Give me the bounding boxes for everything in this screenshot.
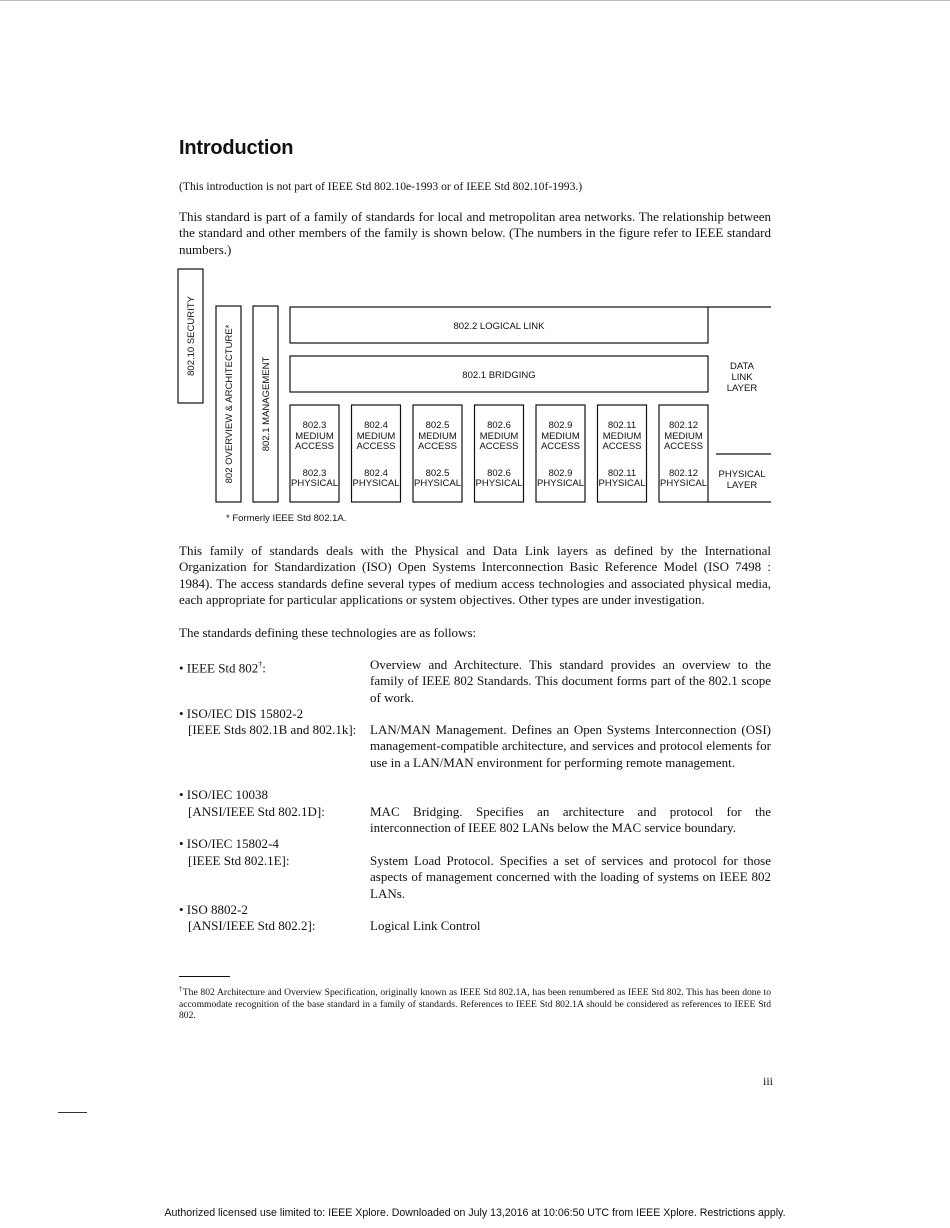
medium-access-label: ACCESS bbox=[417, 441, 458, 452]
physical-label: PHYSICAL bbox=[537, 478, 584, 489]
ieee-802-family-diagram bbox=[0, 260, 950, 530]
medium-access-label: ACCESS bbox=[294, 441, 335, 452]
medium-access-label: MEDIUM bbox=[479, 431, 519, 442]
standard-description: LAN/MAN Management. Defines an Open Systems Interconnection (OSI) management-compatible architecture, and services and protocol elements for use in a LAN/MAN environment for performing remote management. bbox=[370, 722, 771, 770]
medium-access-number: 802.4 bbox=[364, 420, 388, 431]
figure-caption: * Formerly IEEE Std 802.1A. bbox=[226, 513, 347, 524]
standard-description: MAC Bridging. Specifies an architecture and protocol for the interconnection of IEEE 802 LANs below the MAC service boundary. bbox=[370, 804, 771, 836]
physical-number: 802.9 bbox=[548, 468, 573, 479]
physical-label: PHYSICAL bbox=[352, 478, 400, 489]
medium-access-number: 802.5 bbox=[425, 420, 450, 431]
physical-number: 802.11 bbox=[607, 468, 637, 479]
standard-label: • ISO 8802-2 bbox=[179, 902, 248, 917]
standard-label: • ISO/IEC 15802-4 bbox=[179, 836, 279, 851]
paragraph-3: The standards defining these technologies are as follows: bbox=[179, 625, 477, 640]
standard-description: System Load Protocol. Specifies a set of services and protocol for those aspects of management concerned with the loading of systems on IEEE 802 LANs. bbox=[370, 853, 771, 901]
paragraph-1: This standard is part of a family of standards for local and metropolitan area networks. The relationship between the standard and other members of the family is shown below. (The numbers in the figure refer to IEEE standard numbers.) bbox=[179, 209, 771, 257]
physical-label: PHYSICAL bbox=[598, 478, 646, 489]
top-border bbox=[0, 0, 950, 1]
footnote: †The 802 Architecture and Overview Specification, originally known as IEEE Std 802.1A, has been renumbered as IEEE Std 802. This has been done to accommodate recognition of the base standard in a family of standards. References to IEEE Std 802.1A should be considered as references to IEEE Std 802. bbox=[179, 985, 771, 1022]
medium-access-label: ACCESS bbox=[356, 441, 396, 452]
standard-label-sub: [IEEE Stds 802.1B and 802.1k]: bbox=[188, 722, 357, 737]
medium-access-label: MEDIUM bbox=[418, 431, 457, 442]
physical-layer-label-1: PHYSICAL bbox=[718, 469, 766, 480]
physical-number: 802.3 bbox=[302, 468, 327, 479]
standard-label: • ISO/IEC 10038 bbox=[179, 787, 269, 802]
standard-label: • IEEE Std 802†: bbox=[179, 660, 266, 676]
medium-access-label: ACCESS bbox=[540, 441, 581, 452]
physical-number: 802.4 bbox=[364, 468, 388, 479]
authorization-notice: Authorized licensed use limited to: IEEE Xplore. Downloaded on July 13,2016 at 10:06:50 UTC from IEEE Xplore. Restrictions apply. bbox=[164, 1207, 786, 1219]
logical-link-label: 802.2 LOGICAL LINK bbox=[453, 321, 545, 332]
medium-access-number: 802.6 bbox=[487, 420, 511, 431]
medium-access-label: ACCESS bbox=[479, 441, 519, 452]
medium-access-number: 802.9 bbox=[548, 420, 573, 431]
medium-access-label: MEDIUM bbox=[356, 431, 396, 442]
medium-access-label: MEDIUM bbox=[295, 431, 334, 442]
bridging-label: 802.1 BRIDGING bbox=[462, 370, 536, 381]
page-title: Introduction bbox=[179, 137, 294, 159]
physical-number: 802.5 bbox=[425, 468, 450, 479]
physical-number: 802.6 bbox=[487, 468, 511, 479]
medium-access-label: MEDIUM bbox=[602, 431, 642, 442]
medium-access-label: MEDIUM bbox=[664, 431, 703, 442]
data-link-layer-label-2: LINK bbox=[731, 372, 753, 383]
physical-layer-label-2: LAYER bbox=[726, 480, 758, 491]
security-label: 802.10 SECURITY bbox=[186, 296, 197, 376]
physical-label: PHYSICAL bbox=[414, 478, 461, 489]
overview-label: 802 OVERVIEW & ARCHITECTURE* bbox=[224, 324, 235, 484]
management-label: 802.1 MANAGEMENT bbox=[261, 356, 272, 452]
stray-mark bbox=[58, 1112, 87, 1113]
medium-access-number: 802.11 bbox=[607, 420, 637, 431]
page-number: iii bbox=[762, 1074, 773, 1088]
data-link-layer-label-1: DATA bbox=[730, 361, 754, 372]
medium-access-label: ACCESS bbox=[602, 441, 642, 452]
footnote-rule bbox=[179, 976, 230, 977]
medium-access-number: 802.12 bbox=[668, 420, 699, 431]
paragraph-2: This family of standards deals with the Physical and Data Link layers as defined by the International Organization for Standardization (ISO) Open Systems Interconnection Basic Reference Model (ISO 7498 : 1984). The access standards define several types of medium access technologies and associated physical media, each appropriate for particular applications or system objectives. Other types are under investigation. bbox=[179, 543, 771, 607]
standard-label: • ISO/IEC DIS 15802-2 bbox=[179, 706, 304, 721]
standard-description: Overview and Architecture. This standard provides an overview to the family of IEEE 802 Standards. This document forms part of the 802.1 scope of work. bbox=[370, 657, 771, 705]
standard-label-sub: [ANSI/IEEE Std 802.2]: bbox=[188, 918, 316, 933]
physical-label: PHYSICAL bbox=[660, 478, 707, 489]
data-link-layer-label-3: LAYER bbox=[726, 383, 758, 394]
intro-note: (This introduction is not part of IEEE Std 802.10e-1993 or of IEEE Std 802.10f-1993.) bbox=[179, 180, 583, 193]
standard-label-sub: [ANSI/IEEE Std 802.1D]: bbox=[188, 804, 325, 819]
physical-label: PHYSICAL bbox=[475, 478, 523, 489]
medium-access-number: 802.3 bbox=[302, 420, 327, 431]
physical-number: 802.12 bbox=[668, 468, 699, 479]
medium-access-label: ACCESS bbox=[663, 441, 704, 452]
physical-label: PHYSICAL bbox=[291, 478, 338, 489]
medium-access-label: MEDIUM bbox=[541, 431, 580, 442]
standard-label-sub: [IEEE Std 802.1E]: bbox=[188, 853, 290, 868]
standard-description: Logical Link Control bbox=[370, 918, 481, 933]
